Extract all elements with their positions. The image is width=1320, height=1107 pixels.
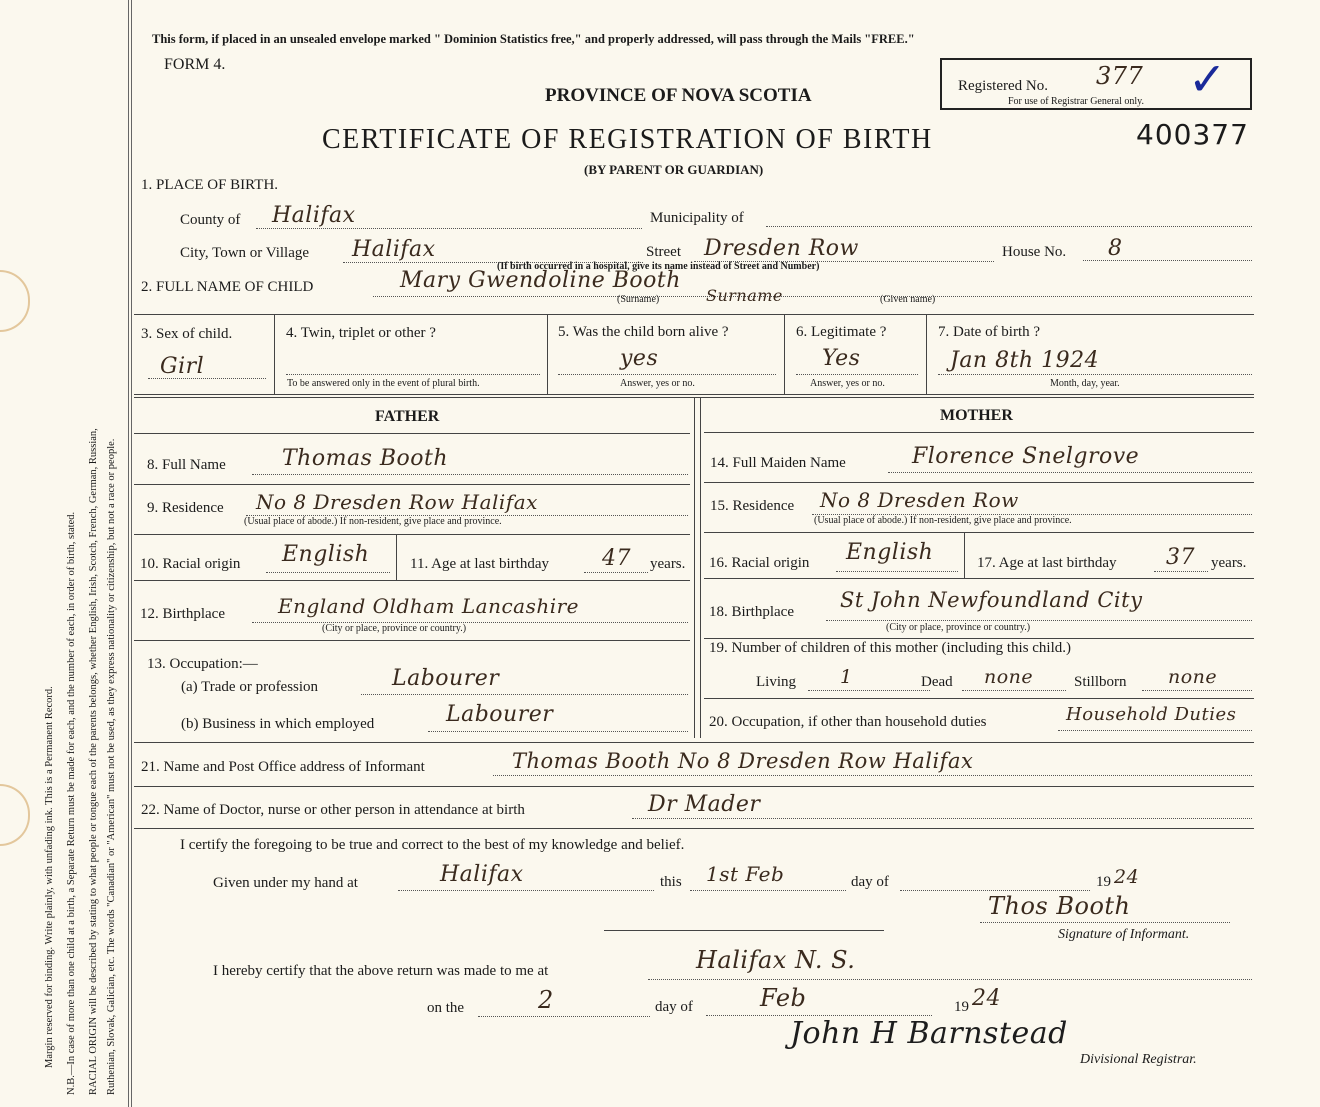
father-racial-label: 10. Racial origin — [140, 556, 241, 572]
punch-hole-top — [0, 270, 30, 332]
registered-number: 377 — [1096, 62, 1144, 90]
mother-residence-value: No 8 Dresden Row — [820, 488, 1019, 512]
street-label: Street — [646, 244, 681, 260]
municipality-label: Municipality of — [650, 210, 744, 226]
year-prefix: 19 — [1096, 874, 1111, 890]
dead-value: none — [984, 666, 1034, 688]
father-birthplace-value: England Oldham Lancashire — [278, 594, 580, 618]
living-value: 1 — [840, 666, 853, 688]
form-number: FORM 4. — [164, 56, 226, 73]
registrar-day-of: day of — [655, 999, 693, 1015]
mother-residence-label: 15. Residence — [710, 498, 795, 514]
business-value: Labourer — [446, 702, 554, 727]
mail-notice: This form, if placed in an unsealed envelope marked " Dominion Statistics free," and properly addressed, will pass through the Mails "FREE." — [152, 32, 915, 46]
mother-birthplace-label: 18. Birthplace — [709, 604, 794, 620]
surname-note: Surname — [706, 286, 783, 305]
check-mark-icon: ✓ — [1188, 54, 1227, 105]
mother-name-label: 14. Full Maiden Name — [710, 455, 846, 471]
twin-label: 4. Twin, triplet or other ? — [286, 325, 436, 341]
registrar-statement: I hereby certify that the above return was made to me at — [213, 963, 549, 979]
informant-signature-label: Signature of Informant. — [1058, 927, 1190, 942]
sex-label: 3. Sex of child. — [141, 326, 233, 342]
city-value: Halifax — [352, 237, 436, 262]
living-label: Living — [756, 674, 796, 690]
stillborn-value: none — [1168, 666, 1218, 688]
registrar-day: 2 — [538, 986, 554, 1014]
occupation-label: 13. Occupation:— — [147, 656, 258, 672]
trade-value: Labourer — [392, 666, 500, 691]
dead-label: Dead — [921, 674, 953, 690]
certificate-subtitle: (BY PARENT OR GUARDIAN) — [584, 162, 764, 177]
informant-value: Thomas Booth No 8 Dresden Row Halifax — [512, 749, 974, 773]
alive-note: Answer, yes or no. — [620, 378, 695, 389]
on-the-label: on the — [427, 1000, 465, 1016]
mother-occupation-value: Household Duties — [1066, 704, 1237, 725]
father-residence-label: 9. Residence — [147, 500, 224, 516]
house-value: 8 — [1108, 236, 1123, 261]
mother-heading: MOTHER — [940, 407, 1013, 424]
punch-hole-bottom — [0, 784, 30, 846]
province-heading: PROVINCE OF NOVA SCOTIA — [545, 85, 812, 106]
mother-birthplace-value: St John Newfoundland City — [840, 588, 1143, 612]
father-racial-value: English — [282, 542, 370, 567]
child-name-label: 2. FULL NAME OF CHILD — [141, 279, 314, 295]
mother-age-value: 37 — [1166, 545, 1195, 570]
given-name-label: (Given name) — [880, 294, 936, 305]
child-name-value: Mary Gwendoline Booth — [400, 268, 681, 293]
business-label: (b) Business in which employed — [181, 716, 375, 732]
father-heading: FATHER — [375, 408, 440, 425]
legitimate-value: Yes — [822, 346, 861, 371]
margin-note-nb: N.B.—In case of more than one child at a birth, a Separate Return must be made for each, and the number of each, in order of birth, stated. — [66, 511, 77, 1095]
registrar-month: Feb — [760, 984, 807, 1012]
mother-birthplace-note: (City or place, province or country.) — [886, 622, 1031, 633]
house-label: House No. — [1002, 244, 1067, 260]
registrar-signature-label: Divisional Registrar. — [1080, 1052, 1197, 1067]
binding-margin-line-inner — [131, 0, 132, 1107]
county-label: County of — [180, 212, 241, 228]
father-age-label: 11. Age at last birthday — [410, 556, 549, 572]
mother-age-label: 17. Age at last birthday — [977, 555, 1117, 571]
certify-statement: I certify the foregoing to be true and correct to the best of my knowledge and belief. — [180, 837, 685, 853]
registrar-year: 24 — [972, 986, 1001, 1011]
margin-note-binding: Margin reserved for binding. Write plainly, with unfading ink. This is a Permanent Record. — [44, 686, 55, 1068]
mother-racial-value: English — [846, 540, 934, 565]
father-age-value: 47 — [602, 546, 631, 571]
legitimate-label: 6. Legitimate ? — [796, 324, 887, 340]
registry-number: 400377 — [1136, 118, 1249, 151]
stillborn-label: Stillborn — [1074, 674, 1127, 690]
mother-residence-note: (Usual place of abode.) If non-resident, give place and province. — [814, 515, 1072, 526]
place-of-birth-heading: 1. PLACE OF BIRTH. — [141, 177, 279, 193]
city-label: City, Town or Village — [180, 245, 310, 261]
legitimate-note: Answer, yes or no. — [810, 378, 885, 389]
father-residence-note: (Usual place of abode.) If non-resident, give place and province. — [244, 516, 502, 527]
this-value: 1st Feb — [706, 862, 785, 886]
dob-label: 7. Date of birth ? — [938, 324, 1041, 340]
day-of-label: day of — [851, 874, 889, 890]
father-birthplace-note: (City or place, province or country.) — [322, 623, 467, 634]
given-at-value: Halifax — [440, 862, 524, 887]
registrar-signature: John H Barnstead — [790, 1016, 1068, 1051]
twin-note: To be answered only in the event of plural birth. — [287, 378, 480, 389]
registrar-year-prefix: 19 — [954, 999, 969, 1015]
margin-note-racial-origin: RACIAL ORIGIN will be described by stating to what people or tongue each of the parents belongs, whether English, Irish, Scotch, French, German, Russian, — [88, 428, 99, 1095]
trade-label: (a) Trade or profession — [181, 679, 319, 695]
alive-value: yes — [620, 346, 659, 371]
street-value: Dresden Row — [704, 236, 859, 261]
surname-label: (Surname) — [617, 294, 660, 305]
alive-label: 5. Was the child born alive ? — [558, 324, 729, 340]
registrar-place: Halifax N. S. — [696, 946, 856, 974]
father-birthplace-label: 12. Birthplace — [140, 606, 225, 622]
informant-label: 21. Name and Post Office address of Informant — [141, 759, 425, 775]
father-age-years: years. — [650, 556, 686, 572]
certificate-title: CERTIFICATE OF REGISTRATION OF BIRTH — [322, 124, 933, 155]
year-value: 24 — [1114, 866, 1140, 888]
dob-note: Month, day, year. — [1050, 378, 1120, 389]
this-label: this — [660, 874, 682, 890]
mother-age-years: years. — [1211, 555, 1247, 571]
registered-label: Registered No. — [958, 78, 1048, 94]
informant-signature: Thos Booth — [988, 892, 1131, 920]
sex-value: Girl — [160, 354, 205, 379]
mother-name-value: Florence Snelgrove — [912, 444, 1140, 469]
hospital-note: (If birth occurred in a hospital, give its name instead of Street and Number) — [497, 261, 820, 272]
father-residence-value: No 8 Dresden Row Halifax — [256, 490, 538, 514]
registrar-general-note: For use of Registrar General only. — [1008, 96, 1144, 107]
margin-note-racial-origin-cont: Ruthenian, Slovak, Galician, etc. The words "Canadian" or "American" must not be used, as they express nationality or citizenship, but not a race or people. — [106, 438, 117, 1095]
binding-margin-line — [128, 0, 129, 1107]
father-name-label: 8. Full Name — [147, 457, 226, 473]
doctor-label: 22. Name of Doctor, nurse or other person in attendance at birth — [141, 802, 525, 818]
mother-racial-label: 16. Racial origin — [709, 555, 810, 571]
doctor-value: Dr Mader — [648, 792, 761, 817]
county-value: Halifax — [272, 203, 356, 228]
dob-value: Jan 8th 1924 — [950, 348, 1100, 373]
given-at-label: Given under my hand at — [213, 875, 358, 891]
children-count-label: 19. Number of children of this mother (including this child.) — [709, 640, 1072, 656]
father-name-value: Thomas Booth — [282, 446, 449, 471]
mother-occupation-label: 20. Occupation, if other than household duties — [709, 714, 987, 730]
